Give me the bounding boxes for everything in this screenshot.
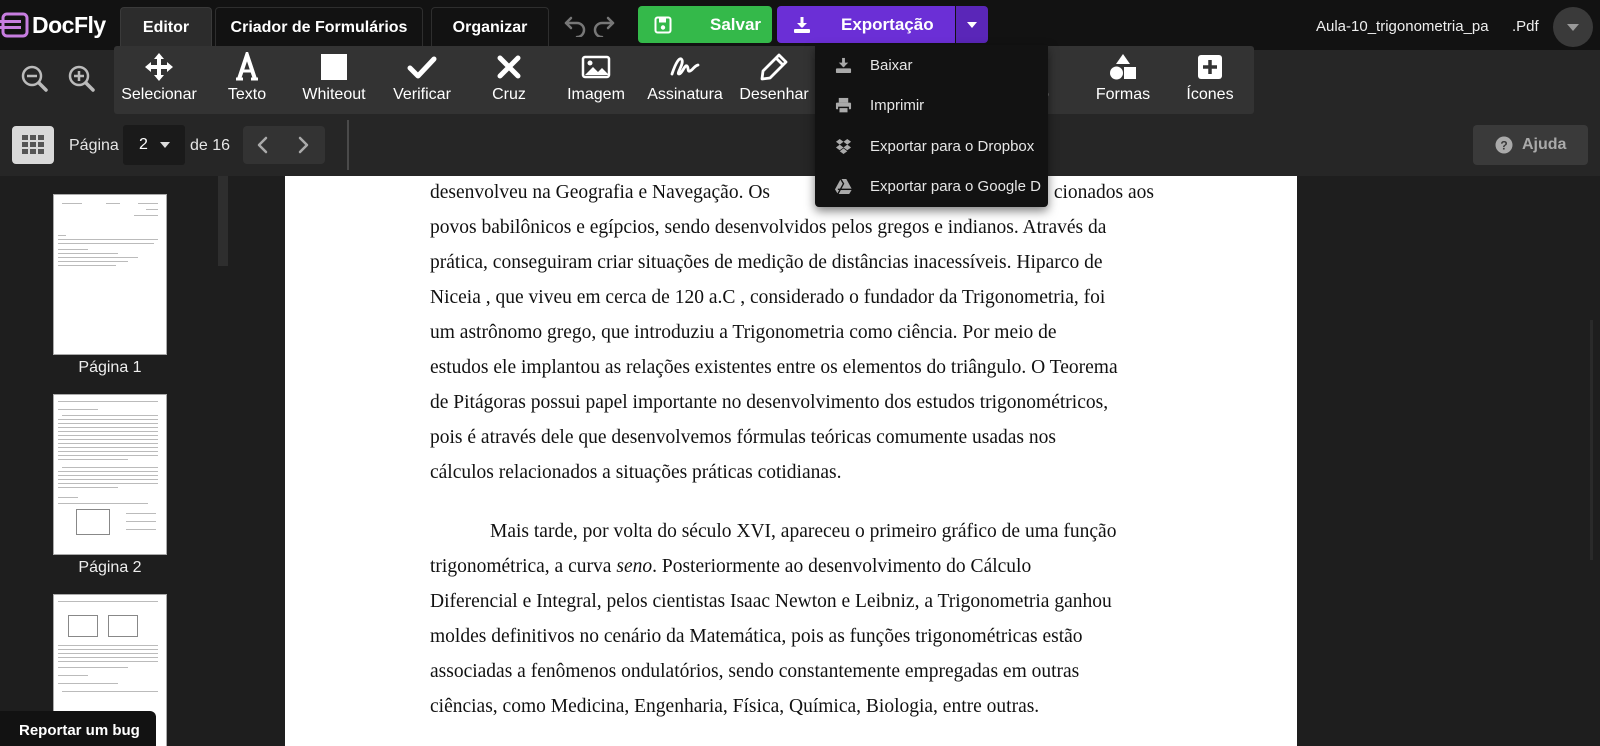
menu-item-download[interactable] (815, 45, 1048, 85)
caret-down-icon (1567, 24, 1579, 31)
document-scrollbar[interactable] (1590, 320, 1593, 560)
thumbnail-label: Página 1 (78, 359, 142, 376)
file-extension: .Pdf (1512, 18, 1539, 35)
doc-text: prática, conseguiram criar situações de medição de distâncias inacessíveis. Hiparco de (430, 252, 1103, 273)
doc-text: cálculos relacionados a situações práticas cotidianas. (430, 462, 842, 483)
export-dropdown-toggle[interactable] (956, 6, 988, 43)
dropbox-icon (835, 138, 852, 155)
user-menu-button[interactable] (1553, 7, 1593, 47)
caret-down-icon (160, 142, 170, 148)
page-thumbnail-2[interactable] (53, 394, 167, 555)
doc-text: associadas a fenômenos ondulatórios, sendo constantemente empregadas em outras (430, 661, 1080, 682)
tab-organize[interactable]: Organizar (431, 7, 549, 47)
thumbnail-grid-button[interactable] (12, 126, 54, 164)
tool-label: Assinatura (647, 86, 723, 103)
text-icon (232, 52, 262, 82)
tool-cross[interactable] (468, 46, 550, 114)
image-icon (581, 52, 611, 82)
doc-line (430, 591, 1154, 613)
save-label: Salvar (710, 14, 762, 34)
menu-item-dropbox[interactable] (815, 126, 1048, 166)
menu-item-label: Exportar para o Dropbox (870, 137, 1035, 155)
doc-line (430, 427, 1154, 449)
doc-line (430, 696, 1154, 718)
doc-line (430, 392, 1154, 414)
save-button[interactable] (638, 6, 772, 43)
signature-icon (670, 52, 700, 82)
menu-item-label: Exportar para o Google D (870, 177, 1041, 195)
redo-icon[interactable] (592, 13, 616, 37)
tab-editor[interactable]: Editor (120, 7, 212, 47)
check-icon (407, 52, 437, 82)
tool-label: Desenhar (739, 86, 809, 103)
doc-line (490, 521, 1154, 543)
menu-item-print[interactable] (815, 85, 1048, 125)
zoom-in-icon[interactable] (67, 64, 95, 92)
tool-label: Verificar (393, 86, 451, 103)
filename-field[interactable]: Aula-10_trigonometria_pa (1302, 8, 1512, 44)
google-drive-icon (835, 178, 852, 195)
pdf-page[interactable] (285, 176, 1297, 746)
menu-item-label: Imprimir (870, 96, 925, 114)
doc-text: povos babilônicos e egípcios, sendo desenvolvidos pelos gregos e indianos. Através da (430, 217, 1107, 238)
tool-label: Formas (1095, 86, 1151, 103)
page-number-select[interactable] (123, 125, 185, 165)
menu-item-label: Baixar (870, 56, 913, 74)
doc-text: moldes definitivos no cenário da Matemática, pois as funções trigonométricas estão (430, 626, 1083, 647)
help-label: Ajuda (1522, 136, 1567, 153)
doc-line (430, 661, 1154, 683)
tool-text[interactable] (206, 46, 288, 114)
app-name: DocFly (32, 11, 106, 38)
doc-text: pois é através dele que desenvolvemos fórmulas teóricas comumente usadas nos (430, 427, 1056, 448)
tool-draw[interactable] (733, 46, 815, 114)
grid-icon (22, 135, 44, 155)
app-logo[interactable] (0, 9, 106, 41)
print-icon (835, 97, 852, 114)
undo-icon[interactable] (563, 13, 587, 37)
tool-label: Whiteout (302, 86, 366, 103)
tool-image[interactable] (555, 46, 637, 114)
tool-signature[interactable] (644, 46, 726, 114)
tool-label: Ícones (1186, 86, 1234, 103)
page-count-label: de 16 (190, 137, 231, 154)
doc-text: cionados aos (1053, 182, 1154, 203)
menu-item-google-drive[interactable] (815, 166, 1048, 206)
tab-form-creator[interactable]: Criador de Formulários (215, 7, 423, 47)
page-thumbnail-1[interactable] (53, 194, 167, 355)
help-icon (1495, 136, 1513, 154)
page-label: Página (69, 137, 119, 154)
doc-line (430, 357, 1154, 379)
doc-text: estudos ele implantou as relações existentes entre os elementos do triângulo. O Teorema (430, 357, 1118, 378)
docfly-logo-icon (0, 10, 30, 40)
download-icon (835, 57, 852, 74)
doc-text: trigonométrica, a curva (430, 556, 612, 577)
sidebar-scrollbar[interactable] (218, 176, 228, 266)
doc-text: . Posteriormente ao desenvolvimento do Cálculo (652, 556, 1032, 577)
tool-icons[interactable] (1169, 46, 1251, 114)
current-page: 2 (139, 136, 148, 153)
doc-line (430, 322, 1154, 344)
doc-line (430, 462, 1154, 484)
doc-text: Diferencial e Integral, pelos cientistas Isaac Newton e Leibniz, a Trigonometria ganhou (430, 591, 1112, 612)
tool-label: Cruz (492, 86, 526, 103)
cross-icon (494, 52, 524, 82)
export-dropdown-menu (815, 45, 1048, 207)
doc-line (430, 287, 1154, 309)
doc-text: desenvolveu na Geografia e Navegação. Os (430, 182, 771, 203)
previous-page-icon[interactable] (254, 136, 272, 154)
tool-label: Imagem (567, 86, 625, 103)
tool-label: Texto (227, 86, 267, 103)
doc-line (430, 217, 1154, 239)
shapes-icon (1108, 52, 1138, 82)
tool-select[interactable] (118, 46, 200, 114)
plus-square-icon (1195, 52, 1225, 82)
doc-line (430, 252, 1154, 274)
help-button[interactable] (1473, 125, 1588, 165)
next-page-icon[interactable] (294, 136, 312, 154)
doc-line (430, 556, 1154, 578)
tool-shapes[interactable] (1082, 46, 1164, 114)
page-nav-bar (0, 114, 1600, 176)
doc-text-italic: seno (616, 556, 653, 577)
tool-check[interactable] (381, 46, 463, 114)
pencil-icon (759, 52, 789, 82)
doc-text: de Pitágoras possui papel importante no desenvolvimento dos estudos trigonométricos, (430, 392, 1109, 413)
doc-text: um astrônomo grego, que introduziu a Trigonometria como ciência. Por meio de (430, 322, 1057, 343)
zoom-out-icon[interactable] (20, 64, 48, 92)
doc-text: Niceia , que viveu em cerca de 120 a.C , considerado o fundador da Trigonometria, foi (430, 287, 1106, 308)
tool-whiteout[interactable] (293, 46, 375, 114)
report-bug-button[interactable]: Reportar um bug (0, 711, 156, 746)
toolbar-divider (347, 120, 349, 170)
doc-text: ciências, como Medicina, Engenharia, Física, Química, Biologia, entre outras. (430, 696, 1040, 717)
export-label: Exportação (841, 14, 934, 34)
export-button[interactable] (777, 6, 955, 43)
download-icon (793, 16, 811, 34)
move-icon (144, 52, 174, 82)
whiteout-icon (319, 52, 349, 82)
save-icon (654, 16, 672, 34)
thumbnail-label: Página 2 (78, 559, 142, 576)
caret-down-icon (967, 22, 977, 28)
svg-text:?: ? (1500, 138, 1508, 153)
tool-label: Selecionar (121, 86, 197, 103)
doc-text: Mais tarde, por volta do século XVI, apareceu o primeiro gráfico de uma função (490, 521, 1117, 542)
doc-line (430, 626, 1154, 648)
